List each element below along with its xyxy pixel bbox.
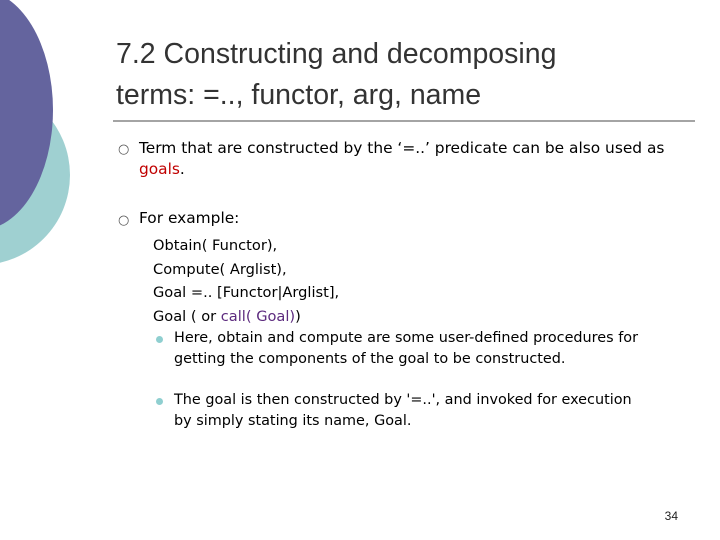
sub-bullet-dot-icon: [156, 336, 163, 343]
code-line-4-start: Goal ( or: [153, 307, 221, 325]
title-line-1: 7.2 Constructing and decomposing: [116, 38, 557, 70]
code-line-2: Compute( Arglist),: [153, 260, 287, 278]
code-line-1: Obtain( Functor),: [153, 237, 278, 254]
bullet-1-text-end: .: [179, 160, 185, 178]
goal-keyword: Goal: [374, 412, 407, 429]
bullet-1-text-part: Term that are constructed by the ‘=..’ predicate can be also used as: [139, 139, 665, 157]
sub2-part2: .: [406, 412, 412, 429]
sub-bullet-1-text: [174, 328, 644, 369]
bullet-1-text: [139, 138, 699, 180]
title-line-2: terms: =.., functor, arg, name: [116, 79, 482, 111]
code-example: [153, 234, 339, 328]
compute-keyword: compute: [299, 330, 363, 346]
sub1-part1: Here,: [174, 330, 218, 346]
slide-title: [116, 34, 696, 116]
sub-bullet-dot-icon: [156, 398, 163, 405]
sub1-part2: and: [262, 330, 300, 346]
title-divider: [113, 120, 695, 122]
call-goal-highlight: call( Goal): [220, 307, 296, 325]
sub-bullet-2-text: [174, 390, 644, 431]
code-line-3: Goal =.. [Functor|Arglist],: [153, 284, 340, 301]
bullet-2-text: For example:: [139, 209, 240, 227]
code-line-4-end: ): [295, 307, 301, 325]
decorative-circles: [0, 0, 120, 300]
sub1-part3: are some user-defined procedures for getting the components of the goal to be constructed.: [174, 330, 638, 367]
page-number: 34: [664, 509, 678, 523]
code-line-4: [153, 305, 339, 329]
goals-highlight: goals: [139, 160, 180, 178]
obtain-keyword: obtain: [217, 330, 263, 346]
hollow-bullet-icon: ○: [118, 213, 130, 228]
hollow-bullet-icon: ○: [118, 142, 130, 157]
sub2-part1: The goal is then constructed by '=..', and invoked for execution by simply stating its name,: [174, 392, 632, 429]
